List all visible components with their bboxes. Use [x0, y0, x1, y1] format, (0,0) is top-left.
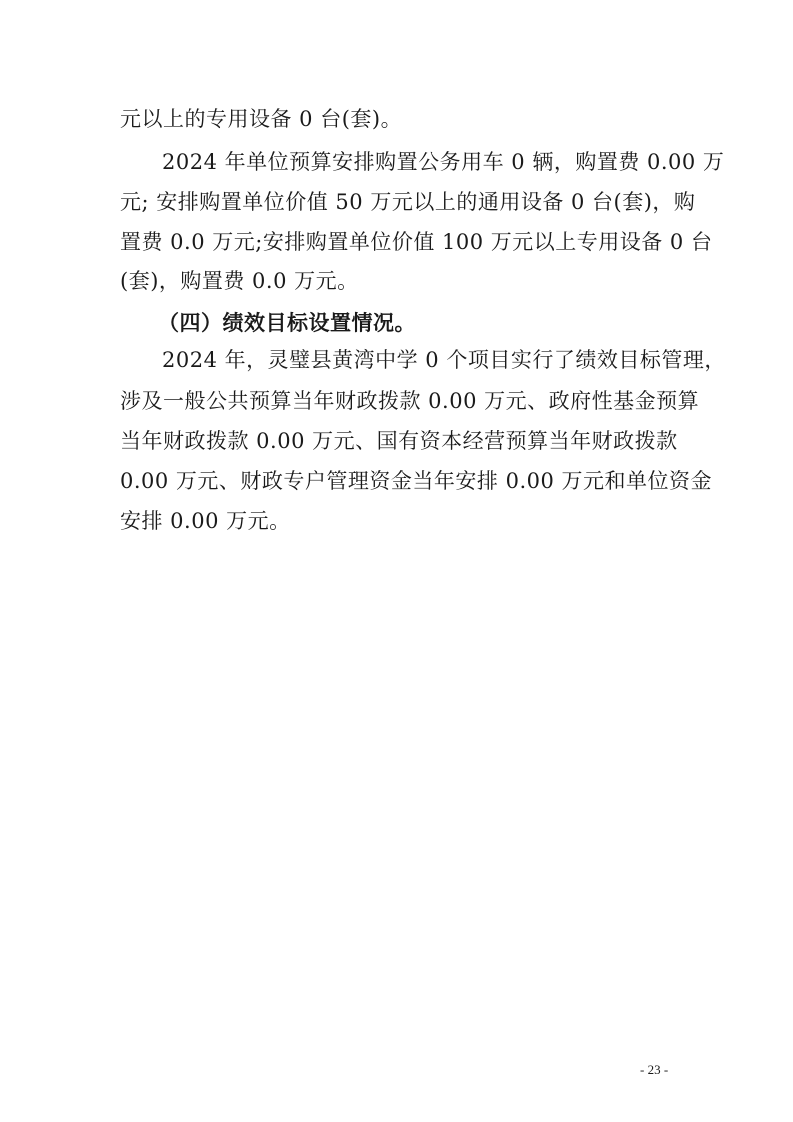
text-line: 2024 年单位预算安排购置公务用车 0 辆，购置费 0.00 万 [162, 150, 725, 174]
page-number: - 23 - [640, 1062, 669, 1077]
text-line: 2024 年，灵璧县黄湾中学 0 个项目实行了绩效目标管理， [162, 348, 726, 372]
text-line: 0.00 万元、财政专户管理资金当年安排 0.00 万元和单位资金 [120, 469, 713, 493]
text-line: 元以上的专用设备 0 台(套)。 [120, 107, 403, 131]
section-heading: （四）绩效目标设置情况。 [158, 310, 416, 335]
text-line: 元; 安排购置单位价值 50 万元以上的通用设备 0 台(套)，购 [120, 190, 696, 214]
text-line: 当年财政拨款 0.00 万元、国有资本经营预算当年财政拨款 [120, 429, 678, 453]
text-line: 涉及一般公共预算当年财政拨款 0.00 万元、政府性基金预算 [120, 389, 700, 413]
text-line: (套)，购置费 0.0 万元。 [120, 269, 359, 293]
text-line: 置费 0.0 万元;安排购置单位价值 100 万元以上专用设备 0 台 [120, 230, 713, 254]
text-line: 安排 0.00 万元。 [120, 509, 291, 533]
